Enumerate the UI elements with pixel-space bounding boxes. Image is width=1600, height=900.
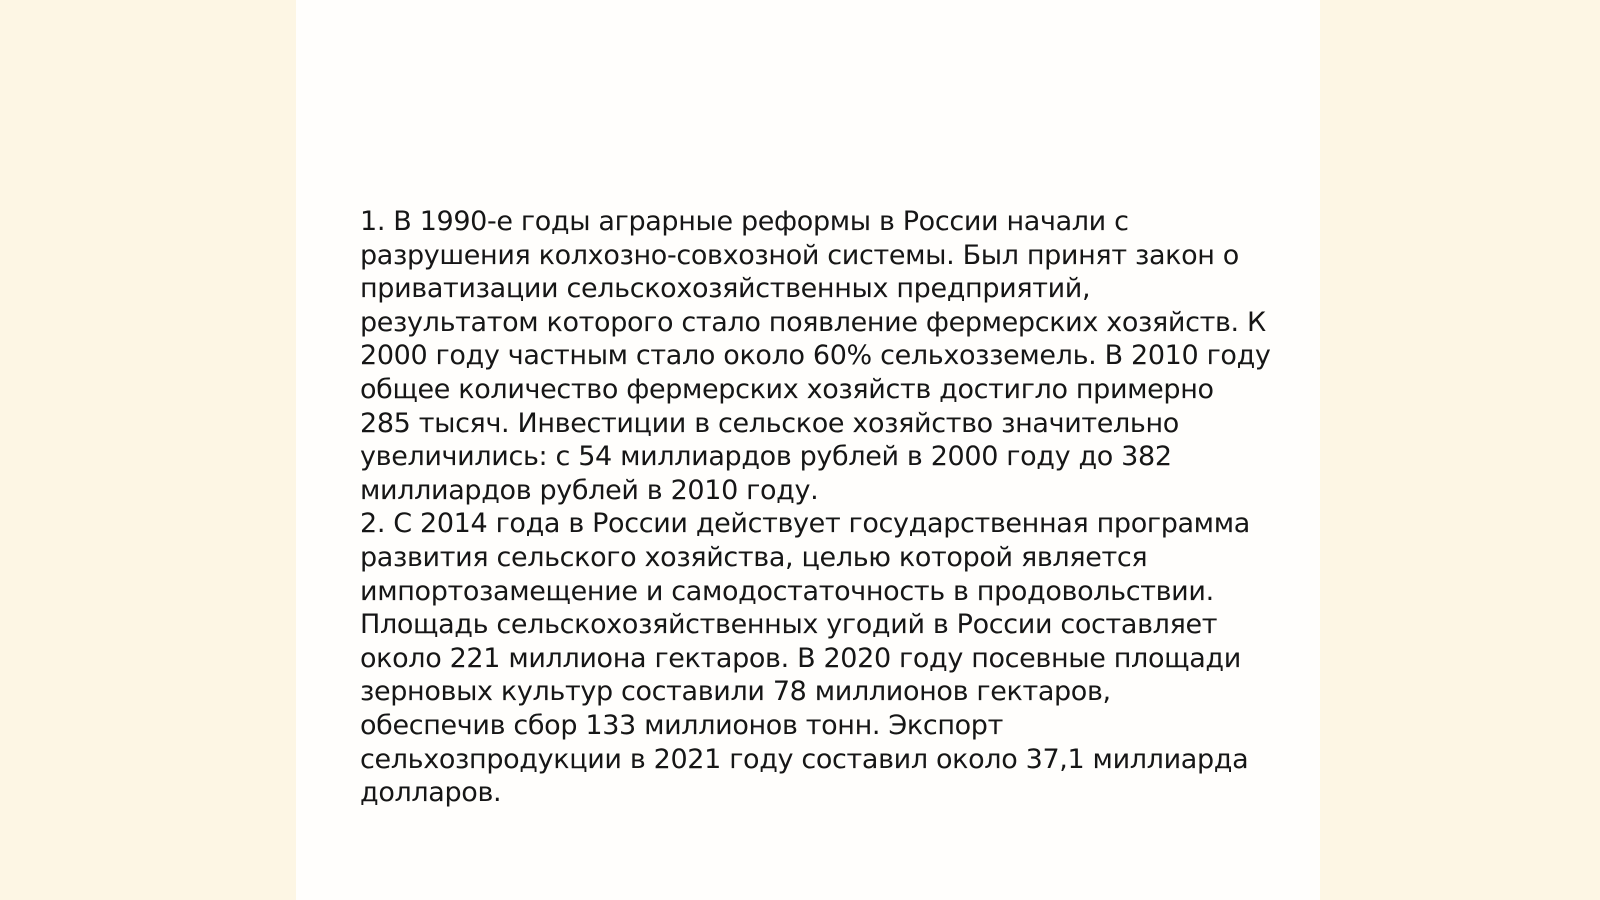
text-line: 285 тысяч. Инвестиции в сельское хозяйство значительно [360, 407, 1179, 439]
text-line: результатом которого стало появление фермерских хозяйств. К [360, 306, 1266, 338]
text-line: долларов. [360, 777, 502, 809]
text-line: импортозамещение и самодостаточность в продовольствии. [360, 575, 1214, 607]
left-margin-background [0, 0, 296, 900]
text-line: общее количество фермерских хозяйств достигло примерно [360, 373, 1214, 405]
text-line: 1. В 1990-е годы аграрные реформы в России начали с [360, 206, 1129, 237]
text-line: миллиардов рублей в 2010 году. [360, 474, 819, 506]
text-line: увеличились: с 54 миллиардов рублей в 2000 году до 382 [360, 441, 1172, 473]
text-line: сельхозпродукции в 2021 году составил около 37,1 миллиарда [360, 743, 1249, 775]
text-line: зерновых культур составили 78 миллионов гектаров, [360, 676, 1111, 708]
right-margin-background [1320, 0, 1600, 900]
text-line: разрушения колхозно-совхозной системы. Был принят закон о [360, 239, 1239, 271]
text-line: около 221 миллиона гектаров. В 2020 году посевные площади [360, 642, 1241, 674]
document-body-text [360, 205, 1271, 810]
text-line: развития сельского хозяйства, целью которой является [360, 541, 1148, 573]
text-line: 2. С 2014 года в России действует государственная программа [360, 508, 1250, 540]
text-line: обеспечив сбор 133 миллионов тонн. Экспорт [360, 709, 1003, 741]
text-line: приватизации сельскохозяйственных предприятий, [360, 273, 1091, 305]
text-line: 2000 году частным стало около 60% сельхозземель. В 2010 году [360, 340, 1271, 372]
document-page [296, 0, 1320, 900]
text-line: Площадь сельскохозяйственных угодий в России составляет [360, 609, 1218, 641]
